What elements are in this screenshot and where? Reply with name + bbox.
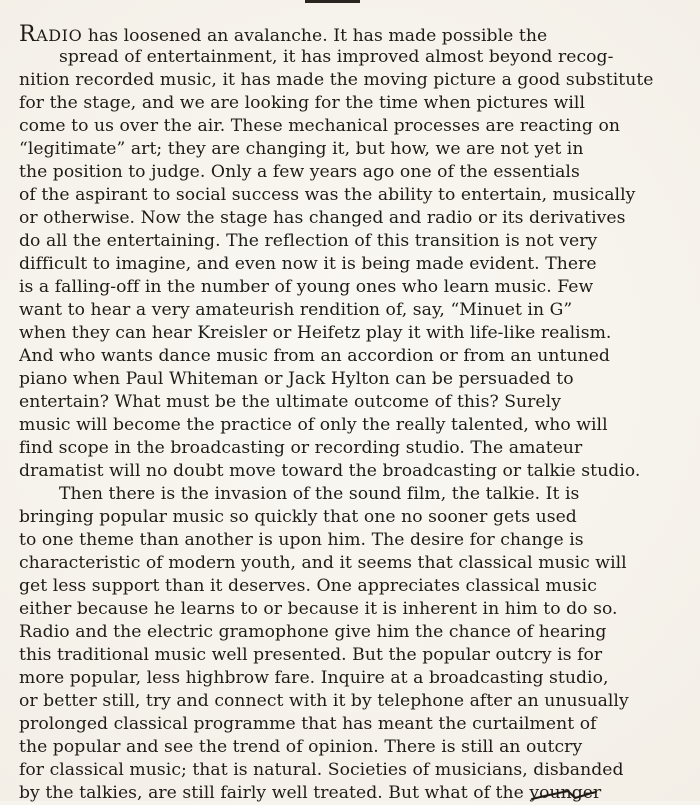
line-text: characteristic of modern youth, and it seems that classical music will <box>19 553 627 573</box>
line-text: nition recorded music, it has made the moving picture a good substitute <box>19 70 654 90</box>
text-line-17 <box>19 391 687 414</box>
line-text: want to hear a very amateurish rendition of, say, “Minuet in G” <box>19 300 573 320</box>
line-text: the popular and see the trend of opinion. There is still an outcry <box>19 737 583 757</box>
text-line-23 <box>19 529 687 552</box>
line-text: dramatist will no doubt move toward the broadcasting or talkie studio. <box>19 461 641 481</box>
line-text: prolonged classical programme that has meant the curtailment of <box>19 714 597 734</box>
text-line-15 <box>19 345 687 368</box>
text-line-24 <box>19 552 687 575</box>
text-line-3 <box>19 69 687 92</box>
text-line-21 <box>19 483 687 506</box>
line-text: for classical music; that is natural. Societies of musicians, disbanded <box>19 760 624 780</box>
text-line-1 <box>19 23 687 46</box>
text-line-12 <box>19 276 687 299</box>
line-text: or otherwise. Now the stage has changed and radio or its derivatives <box>19 208 626 228</box>
text-line-5 <box>19 115 687 138</box>
text-line-31 <box>19 713 687 736</box>
line-text: Radio and the electric gramophone give him the chance of hearing <box>19 622 607 642</box>
text-line-2 <box>19 46 687 69</box>
article-body <box>19 23 687 805</box>
line-text: entertain? What must be the ultimate outcome of this? Surely <box>19 392 561 412</box>
line-text: spread of entertainment, it has improved almost beyond recog- <box>59 47 614 67</box>
text-line-25 <box>19 575 687 598</box>
opening-word: ADIO <box>36 26 83 45</box>
text-line-28 <box>19 644 687 667</box>
line-text: the position to judge. Only a few years ago one of the essentials <box>19 162 580 182</box>
top-rule <box>305 0 360 3</box>
text-line-8 <box>19 184 687 207</box>
line-text: or better still, try and connect with it by telephone after an unusually <box>19 691 629 711</box>
text-line-18 <box>19 414 687 437</box>
line-text: Then there is the invasion of the sound film, the talkie. It is <box>59 484 580 504</box>
text-line-14 <box>19 322 687 345</box>
text-line-26 <box>19 598 687 621</box>
text-line-11 <box>19 253 687 276</box>
text-line-33 <box>19 759 687 782</box>
line-text: when they can hear Kreisler or Heifetz play it with life-like realism. <box>19 323 612 343</box>
line-text: And who wants dance music from an accordion or from an untuned <box>19 346 610 366</box>
opening-initial: R <box>19 23 37 46</box>
text-line-27 <box>19 621 687 644</box>
line-text: to one theme than another is upon him. The desire for change is <box>19 530 584 550</box>
line-text: this traditional music well presented. But the popular outcry is for <box>19 645 603 665</box>
line-text: difficult to imagine, and even now it is being made evident. There <box>19 254 597 274</box>
line-text: either because he learns to or because it is inherent in him to do so. <box>19 599 618 619</box>
line-text: has loosened an avalanche. It has made possible the <box>82 26 548 46</box>
line-text: is a falling-off in the number of young ones who learn music. Few <box>19 277 594 297</box>
text-line-30 <box>19 690 687 713</box>
line-text: by the talkies, are still fairly well treated. But what of the younger <box>19 783 602 803</box>
text-line-20 <box>19 460 687 483</box>
text-line-7 <box>19 161 687 184</box>
line-text: for the stage, and we are looking for the time when pictures will <box>19 93 585 113</box>
text-line-9 <box>19 207 687 230</box>
line-text: find scope in the broadcasting or recording studio. The amateur <box>19 438 583 458</box>
text-line-32 <box>19 736 687 759</box>
line-text: come to us over the air. These mechanical processes are reacting on <box>19 116 620 136</box>
line-text: do all the entertaining. The reflection of this transition is not very <box>19 231 598 251</box>
text-line-13 <box>19 299 687 322</box>
bottom-ink-mark <box>530 788 600 801</box>
text-line-10 <box>19 230 687 253</box>
line-text: bringing popular music so quickly that one no sooner gets used <box>19 507 577 527</box>
line-text: piano when Paul Whiteman or Jack Hylton can be persuaded to <box>19 369 574 389</box>
line-text: music will become the practice of only the really talented, who will <box>19 415 608 435</box>
line-text: of the aspirant to social success was the ability to entertain, musically <box>19 185 636 205</box>
text-line-19 <box>19 437 687 460</box>
line-text: more popular, less highbrow fare. Inquire at a broadcasting studio, <box>19 668 609 688</box>
text-line-4 <box>19 92 687 115</box>
line-text: get less support than it deserves. One appreciates classical music <box>19 576 597 596</box>
text-line-22 <box>19 506 687 529</box>
text-line-6 <box>19 138 687 161</box>
line-text: “legitimate” art; they are changing it, but how, we are not yet in <box>19 139 584 159</box>
text-line-29 <box>19 667 687 690</box>
text-line-16 <box>19 368 687 391</box>
